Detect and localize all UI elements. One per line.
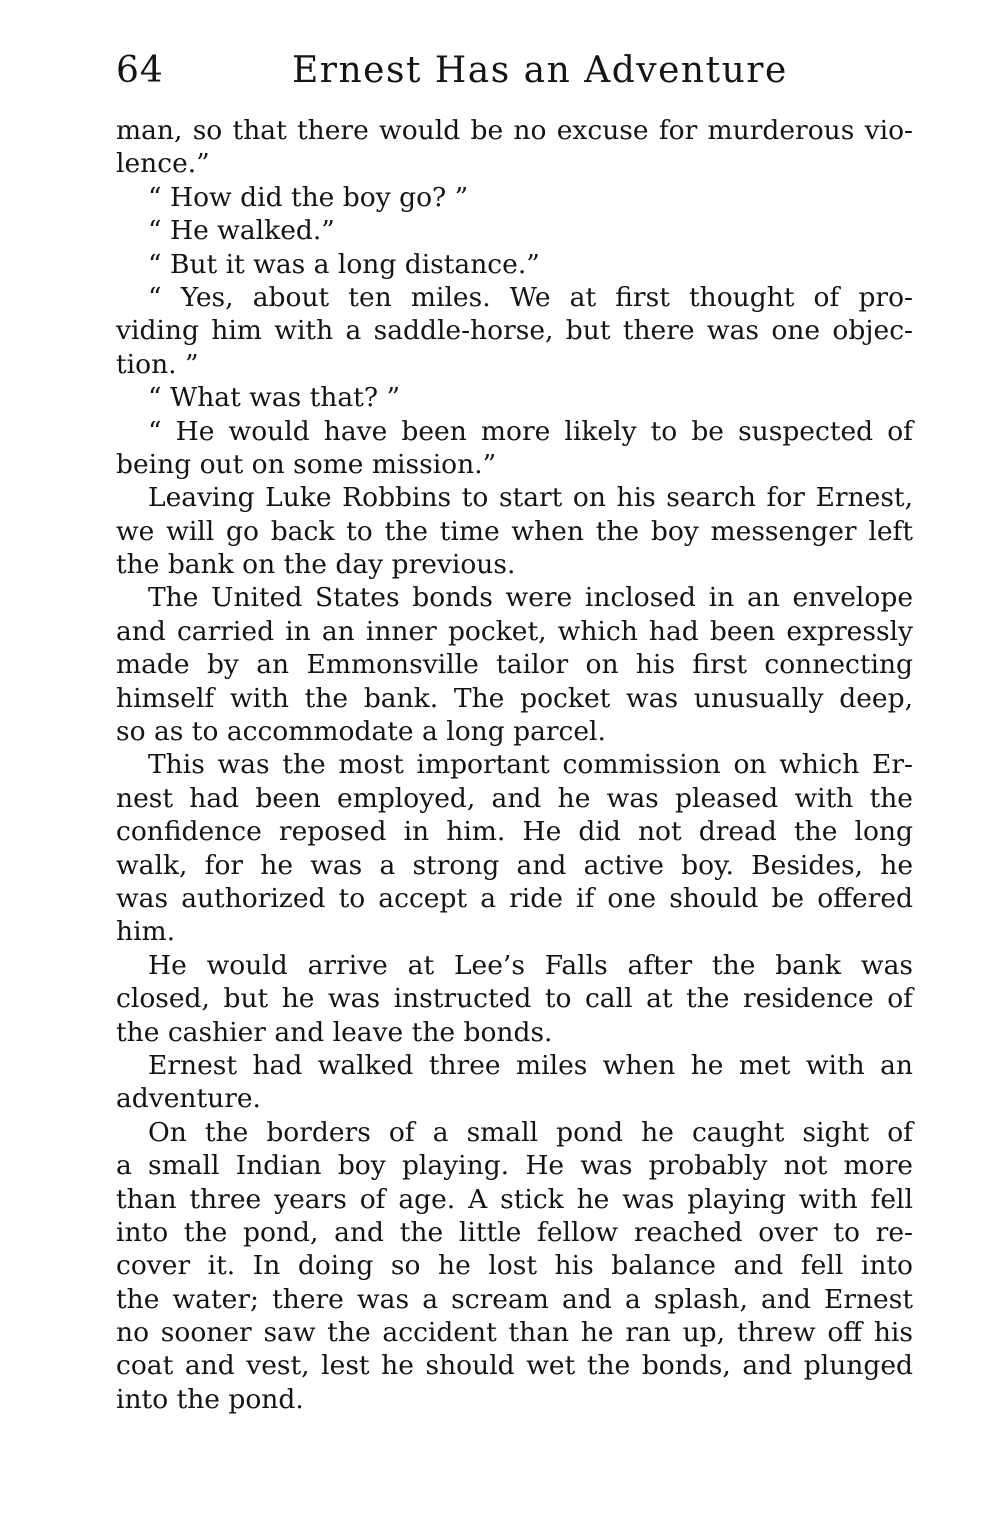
text-line: closed, but he was instructed to call at the residence of (116, 983, 913, 1015)
text-line: coat and vest, lest he should wet the bonds, and plunged (116, 1350, 913, 1382)
text-line: the cashier and leave the bonds. (116, 1016, 553, 1048)
text-line: confidence reposed in him. He did not dread the long (116, 816, 913, 848)
text-line: no sooner saw the accident than he ran up, threw off his (116, 1317, 913, 1349)
text-line: walk, for he was a strong and active boy. Besides, he (116, 849, 913, 881)
text-line: being out on some mission.” (116, 448, 497, 480)
text-line: the bank on the day previous. (116, 549, 516, 581)
page-number: 64 (116, 50, 164, 91)
running-title: Ernest Has an Adventure (292, 50, 788, 91)
text-line: into the pond, and the little fellow reached over to re- (116, 1216, 913, 1248)
text-line: man, so that there would be no excuse for murderous vio- (116, 115, 913, 146)
text-line: and carried in an inner pocket, which had been expressly (116, 615, 913, 647)
text-line: cover it. In doing so he lost his balance and fell into (116, 1250, 913, 1282)
text-line: him. (116, 916, 176, 948)
text-line: nest had been employed, and he was pleased with the (116, 782, 913, 814)
text-line: “ But it was a long distance.” (148, 248, 540, 280)
text-line: than three years of age. A stick he was playing with fell (116, 1183, 913, 1215)
text-line: tion. ” (116, 348, 199, 380)
page-header (116, 46, 916, 96)
text-line: He would arrive at Lee’s Falls after the bank was (148, 949, 913, 981)
text-line: so as to accommodate a long parcel. (116, 716, 606, 748)
body-text (116, 114, 913, 1416)
text-line: we will go back to the time when the boy messenger left (116, 515, 913, 547)
text-line: himself with the bank. The pocket was unusually deep, (116, 682, 913, 714)
text-line: “ He walked.” (148, 215, 335, 247)
text-line: adventure. (116, 1083, 261, 1115)
text-line: made by an Emmonsville tailor on his first connecting (116, 649, 913, 681)
text-line: “ He would have been more likely to be suspected of (148, 415, 913, 447)
text-line: into the pond. (116, 1383, 304, 1415)
text-line: was authorized to accept a ride if one should be offered (116, 882, 913, 914)
text-line: Leaving Luke Robbins to start on his search for Ernest, (148, 482, 913, 514)
text-line: lence.” (116, 148, 210, 180)
text-line: viding him with a saddle-horse, but there was one objec- (116, 315, 913, 347)
text-line: “ What was that? ” (148, 382, 400, 414)
text-line: The United States bonds were inclosed in an envelope (148, 582, 913, 614)
text-line: “ How did the boy go? ” (148, 181, 469, 213)
text-line: On the borders of a small pond he caught sight of (148, 1116, 913, 1148)
text-line: the water; there was a scream and a splash, and Ernest (116, 1283, 913, 1315)
text-line: This was the most important commission on which Er- (148, 749, 913, 781)
text-line: Ernest had walked three miles when he met with an (148, 1049, 913, 1081)
text-line: a small Indian boy playing. He was probably not more (116, 1150, 913, 1182)
text-line: “ Yes, about ten miles. We at first thought of pro- (148, 281, 913, 313)
